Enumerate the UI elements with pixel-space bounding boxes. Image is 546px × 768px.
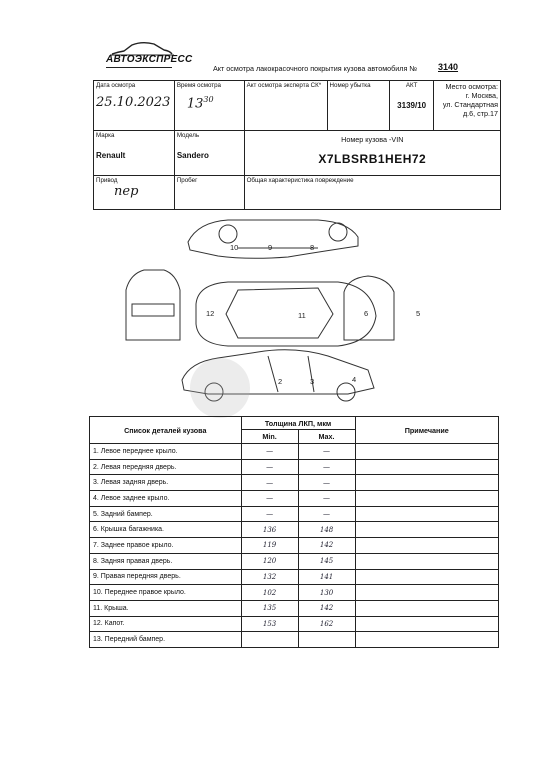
max-value: 142 (298, 600, 355, 616)
note-cell (355, 459, 498, 475)
label-12: 12 (206, 309, 215, 318)
loss-number-cell (327, 81, 390, 131)
min-value: 120 (241, 553, 298, 569)
car-body-diagram (118, 212, 421, 412)
table-row (90, 569, 499, 585)
mileage-label: Пробег (176, 177, 198, 184)
table-row (90, 616, 499, 632)
part-name: 1. Левое переднее крыло. (90, 444, 242, 460)
label-3: 3 (310, 377, 315, 386)
table-row (90, 553, 499, 569)
note-cell (355, 491, 498, 507)
drive-cell (94, 176, 175, 210)
col-thickness-header: Толщина ЛКП, мкм (241, 417, 355, 430)
info-grid (93, 80, 501, 210)
model-cell (174, 131, 244, 176)
part-name: 5. Задний бампер. (90, 506, 242, 522)
vin-value: X7LBSRB1HEH72 (318, 152, 427, 166)
label-6: 6 (364, 309, 369, 318)
note-cell (355, 632, 498, 648)
table-row (90, 632, 499, 648)
time-minutes: 30 (203, 95, 214, 104)
label-10: 10 (230, 243, 239, 252)
damage-label: Общая характеристика повреждение (246, 177, 354, 184)
note-cell (355, 569, 498, 585)
min-value (241, 632, 298, 648)
table-row (90, 506, 499, 522)
min-value: 102 (241, 585, 298, 601)
note-cell (355, 538, 498, 554)
part-name: 4. Левое заднее крыло. (90, 491, 242, 507)
note-cell (355, 506, 498, 522)
table-row (90, 444, 499, 460)
time-cell (174, 81, 244, 131)
damage-cell (244, 176, 500, 210)
drive-label: Привод (96, 177, 118, 184)
place-line2: ул. Стандартная (442, 100, 498, 109)
parts-table (89, 416, 499, 648)
max-value: — (298, 459, 355, 475)
mileage-cell (174, 176, 244, 210)
min-value: — (241, 506, 298, 522)
table-row (90, 491, 499, 507)
max-value: 162 (298, 616, 355, 632)
part-name: 8. Задняя правая дверь. (90, 553, 242, 569)
date-cell (94, 81, 175, 131)
act-number: 3140 (438, 62, 459, 72)
max-value: — (298, 491, 355, 507)
part-name: 10. Переднее правое крыло. (90, 585, 242, 601)
col-min-header: Min. (241, 430, 298, 444)
label-8: 8 (310, 243, 315, 252)
col-parts-header: Список деталей кузова (90, 417, 242, 444)
brand-cell (94, 131, 175, 176)
model-value: Sandero (176, 151, 209, 160)
min-value: — (241, 444, 298, 460)
note-cell (355, 475, 498, 491)
date-label: Дата осмотра (96, 82, 136, 89)
front-view-outline (126, 270, 180, 340)
table-row (90, 475, 499, 491)
min-value: 136 (241, 522, 298, 538)
parts-body (90, 444, 499, 648)
drive-value: пер (114, 184, 139, 199)
date-value: 25.10.2023 (96, 95, 171, 110)
min-value: — (241, 491, 298, 507)
place-line3: д.6, стр.17 (462, 109, 498, 118)
min-value: — (241, 459, 298, 475)
act-cell (390, 81, 434, 131)
col-note-header: Примечание (355, 417, 498, 444)
part-name: 9. Правая передняя дверь. (90, 569, 242, 585)
time-value: 13 (186, 96, 204, 112)
company-logo: АВТОЭКСПРЕСС (106, 54, 193, 65)
label-11: 11 (298, 311, 306, 320)
part-name: 6. Крышка багажника. (90, 522, 242, 538)
label-4: 4 (352, 375, 357, 384)
note-cell (355, 585, 498, 601)
label-2: 2 (278, 377, 283, 386)
note-cell (355, 600, 498, 616)
min-value: 135 (241, 600, 298, 616)
part-name: 3. Левая задняя дверь. (90, 475, 242, 491)
part-name: 13. Передний бампер. (90, 632, 242, 648)
brand-value: Renault (96, 151, 126, 160)
min-value: 153 (241, 616, 298, 632)
model-label: Модель (176, 132, 200, 139)
table-row (90, 522, 499, 538)
place-cell (434, 81, 501, 131)
time-label: Время осмотра (176, 82, 221, 89)
min-value: 132 (241, 569, 298, 585)
part-name: 12. Капот. (90, 616, 242, 632)
table-row (90, 459, 499, 475)
brand-label: Марка (96, 132, 115, 139)
note-cell (355, 522, 498, 538)
part-name: 2. Левая передняя дверь. (90, 459, 242, 475)
document-title: Акт осмотра лакокрасочного покрытия кузова автомобиля № (213, 64, 418, 73)
label-9: 9 (268, 243, 273, 252)
min-value: — (241, 475, 298, 491)
place-label: Место осмотра: (445, 82, 498, 91)
expert-act-label: Акт осмотра эксперта СК* (246, 82, 322, 89)
vin-label: Номер кузова -VIN (341, 135, 404, 144)
max-value: — (298, 444, 355, 460)
act-label: АКТ (405, 82, 418, 89)
expert-act-cell (244, 81, 327, 131)
note-cell (355, 616, 498, 632)
max-value: 145 (298, 553, 355, 569)
max-value: 130 (298, 585, 355, 601)
table-row (90, 585, 499, 601)
max-value: 142 (298, 538, 355, 554)
act-value: 3139/10 (397, 101, 427, 110)
max-value: — (298, 475, 355, 491)
note-cell (355, 553, 498, 569)
table-row (90, 538, 499, 554)
top-view-outline (196, 282, 376, 346)
col-max-header: Max. (298, 430, 355, 444)
max-value: 141 (298, 569, 355, 585)
table-row (90, 600, 499, 616)
note-cell (355, 444, 498, 460)
place-line1: г. Москва, (465, 91, 498, 100)
loss-number-label: Номер убытка (329, 82, 371, 89)
vin-cell (244, 131, 500, 176)
part-name: 11. Крыша. (90, 600, 242, 616)
max-value: 148 (298, 522, 355, 538)
logo-underline (106, 67, 172, 68)
label-5: 5 (416, 309, 421, 318)
watermark (190, 358, 250, 418)
part-name: 7. Заднее правое крыло. (90, 538, 242, 554)
max-value: — (298, 506, 355, 522)
min-value: 119 (241, 538, 298, 554)
max-value (298, 632, 355, 648)
